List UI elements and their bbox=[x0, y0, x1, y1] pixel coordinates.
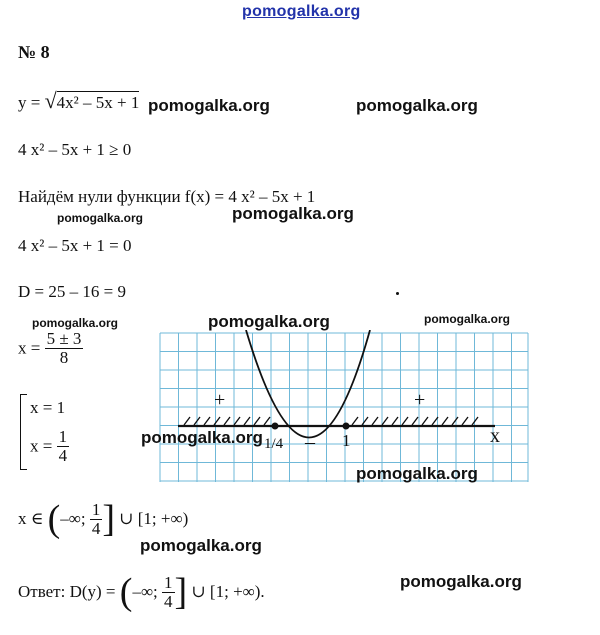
watermark: pomogalka.org bbox=[232, 204, 354, 223]
set-denominator: 4 bbox=[91, 518, 101, 538]
root-quarter-denominator: 4 bbox=[58, 446, 68, 465]
set-numerator: 1 bbox=[91, 499, 101, 519]
answer-close-bracket: ] bbox=[174, 571, 188, 613]
watermark: pomogalka.org bbox=[356, 464, 478, 483]
watermark: pomogalka.org bbox=[208, 312, 330, 331]
graph-minus: – bbox=[305, 431, 315, 453]
watermark: pomogalka.org bbox=[140, 536, 262, 555]
set-right: ∪ [1; +∞) bbox=[119, 509, 189, 528]
function-radicand: 4x² – 5x + 1 bbox=[56, 93, 140, 112]
answer-left: –∞; bbox=[132, 582, 158, 601]
function-prefix: y = bbox=[18, 93, 41, 112]
roots-bracket bbox=[20, 394, 27, 470]
discriminant-line: D = 25 – 16 = 9 bbox=[18, 282, 126, 301]
root-quarter-fraction bbox=[57, 428, 70, 465]
roots-denominator: 8 bbox=[59, 348, 69, 367]
answer-fraction bbox=[162, 574, 175, 611]
solution-set bbox=[18, 500, 188, 538]
set-left: –∞; bbox=[60, 509, 86, 528]
watermark: pomogalka.org bbox=[356, 96, 478, 115]
roots-prefix: x = bbox=[18, 338, 41, 358]
watermark: pomogalka.org bbox=[141, 428, 263, 447]
answer-denominator: 4 bbox=[164, 591, 173, 611]
answer-right: ∪ [1; +∞). bbox=[191, 582, 265, 601]
root-point-quarter bbox=[272, 423, 279, 430]
top-watermark-link[interactable]: pomogalka.org bbox=[242, 3, 361, 20]
roots-numerator: 5 ± 3 bbox=[46, 329, 82, 348]
inequality-line: 4 x² – 5x + 1 ≥ 0 bbox=[18, 140, 132, 159]
stray-dot bbox=[396, 292, 399, 295]
root-quarter-prefix: x = bbox=[30, 436, 53, 456]
watermark: pomogalka.org bbox=[32, 316, 119, 330]
graph-axis-label: x bbox=[490, 425, 500, 447]
root-quarter bbox=[30, 428, 69, 465]
roots-fraction bbox=[45, 330, 84, 367]
problem-number: № 8 bbox=[18, 42, 50, 62]
watermark: pomogalka.org bbox=[148, 96, 270, 115]
function-definition bbox=[18, 88, 139, 114]
answer-line bbox=[18, 573, 265, 611]
watermark: pomogalka.org bbox=[400, 572, 522, 591]
answer-open-paren: ( bbox=[119, 571, 133, 613]
watermark: pomogalka.org bbox=[57, 211, 144, 225]
set-prefix: x ∈ bbox=[18, 509, 44, 528]
root-point-one bbox=[343, 423, 350, 430]
graph-root-one-label: 1 bbox=[342, 431, 351, 450]
sqrt-sign: √ bbox=[44, 88, 57, 113]
roots-formula bbox=[18, 330, 83, 367]
answer-prefix: Ответ: D(y) = bbox=[18, 582, 116, 601]
graph-plus-left: + bbox=[214, 389, 226, 411]
find-zeros-line: Найдём нули функции f(x) = 4 x² – 5x + 1 bbox=[18, 187, 316, 206]
set-close-bracket: ] bbox=[102, 498, 115, 540]
parabola-graph bbox=[150, 330, 530, 485]
watermark: pomogalka.org bbox=[424, 312, 511, 326]
root-quarter-numerator: 1 bbox=[58, 427, 68, 446]
set-open-paren: ( bbox=[47, 498, 61, 540]
graph-plus-right: + bbox=[414, 389, 426, 411]
answer-numerator: 1 bbox=[164, 572, 173, 592]
hatching-right bbox=[352, 417, 478, 425]
set-fraction bbox=[90, 501, 103, 538]
root-one: x = 1 bbox=[30, 398, 66, 417]
graph-root-quarter-label: 1/4 bbox=[264, 436, 284, 452]
equation-line: 4 x² – 5x + 1 = 0 bbox=[18, 236, 132, 255]
